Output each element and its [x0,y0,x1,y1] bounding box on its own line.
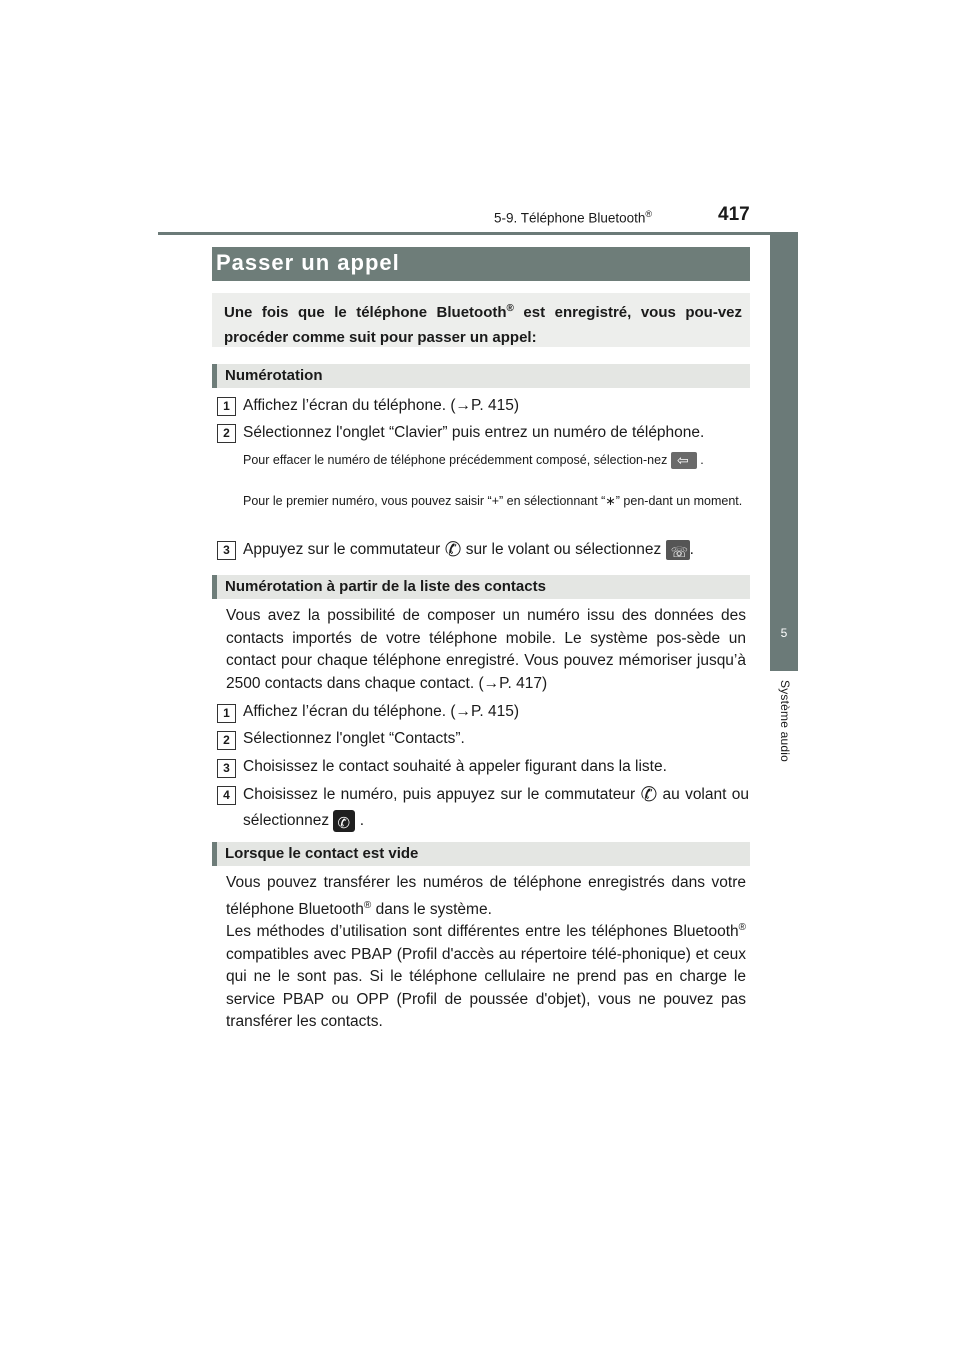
note-text: Pour le premier numéro, vous pouvez saisir “+” en sélectionnant “∗” pen-dant un moment. [243,494,743,508]
handset-icon: ✆ [444,539,462,561]
step-number: 1 [217,704,236,723]
empty-contact-paragraph-2: Les méthodes d’utilisation sont différentes entre les téléphones Bluetooth® compatibles avec PBAP (Profil d'accès au répertoire télé-phonique) et ceux qui ne le sont pas. Si le téléphone cellulaire ne prend pas en charge le service PBAP ou OPP (Profil de poussée d'objet), vous ne pouvez pas transférer les contacts. [226,922,746,1031]
step-number: 4 [217,786,236,805]
step-text: Choisissez le contact souhaité à appeler figurant dans la liste. [243,758,667,775]
side-label: Système audio [778,680,792,762]
step-number: 1 [217,397,236,416]
step-text: Affichez l’écran du téléphone. (→P. 415) [243,397,520,414]
back-arrow-icon [671,452,697,469]
empty-contact-paragraph-1: Vous pouvez transférer les numéros de téléphone enregistrés dans votre téléphone Bluetooth® dans le système. [226,874,746,918]
step-number: 3 [217,759,236,778]
section-heading-contacts: Numérotation à partir de la liste des contacts [225,578,546,595]
chapter-label: 5-9. Téléphone Bluetooth® [494,209,653,226]
page-number: 417 [718,204,750,225]
side-tab [770,235,798,671]
step-number: 2 [217,424,236,443]
step-number: 3 [217,541,236,560]
section-heading-empty-contact: Lorsque le contact est vide [225,845,419,862]
step-text: Affichez l’écran du téléphone. (→P. 415) [243,703,520,720]
step-text: Sélectionnez l'onglet “Contacts”. [243,730,465,747]
handset-icon: ✆ [640,784,658,806]
note-text: Pour effacer le numéro de téléphone précédemment composé, sélection-nez ⇦ . [243,450,747,471]
step-text: Appuyez sur le commutateur ✆ sur le volant ou sélectionnez ☏ . [243,538,749,562]
header-rule [158,232,798,235]
step-number: 2 [217,731,236,750]
side-tab-number: 5 [780,626,788,640]
step-text: Sélectionnez l'onglet “Clavier” puis entrez un numéro de téléphone. [243,424,705,441]
call-button-icon [666,540,690,560]
contacts-paragraph: Vous avez la possibilité de composer un numéro issu des données des contacts importés de votre téléphone mobile. Le système pos-sède un contact pour chaque téléphone enregistré. Vous pouvez mémoriser jusqu’à 2500 contacts dans chaque contact. (→P. 417) [226,607,746,692]
intro-text: Une fois que le téléphone Bluetooth® est enregistré, vous pou-vez procéder comme suit pour passer un appel: [224,303,743,346]
step-text: Choisissez le numéro, puis appuyez sur le commutateur ✆ au volant ou sélectionnez ✆ . [243,782,749,833]
section-heading-numerotation: Numérotation [225,367,323,384]
page-title: Passer un appel [216,250,400,275]
phone-icon [333,810,355,832]
